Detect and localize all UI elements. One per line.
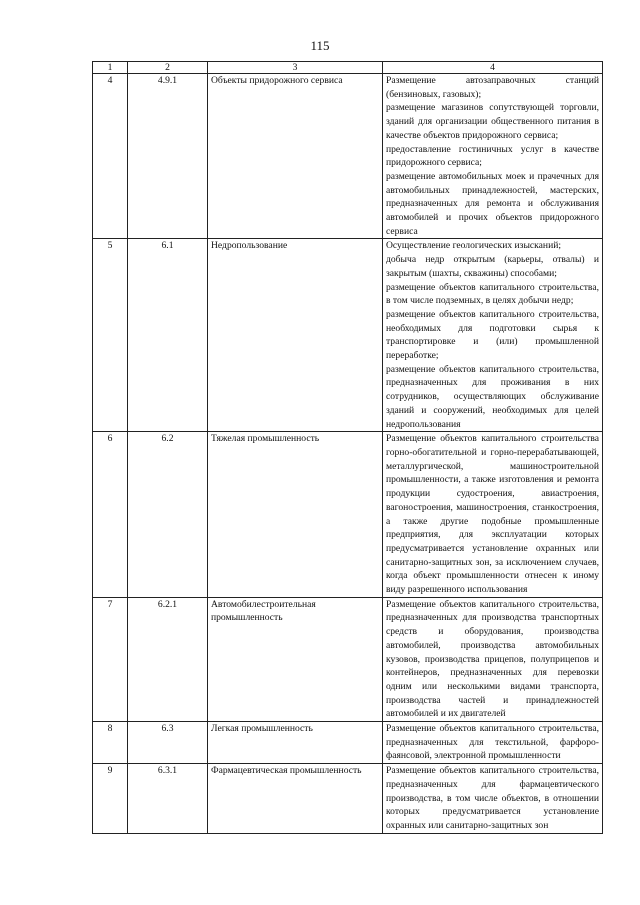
table-row bbox=[93, 432, 603, 597]
use-code-cell: 6.1 bbox=[128, 239, 208, 432]
use-name-cell: Объекты придорожного сервиса bbox=[208, 74, 383, 239]
use-code-cell: 6.3.1 bbox=[128, 764, 208, 834]
row-number-cell: 6 bbox=[93, 432, 128, 597]
use-code-cell: 6.2.1 bbox=[128, 597, 208, 721]
description-paragraph: Размещение объектов капитального строительства горно-обогатительной и горно-перерабатывающей, металлургической, машиностроительной промышленности, а также изготовления и ремонта продукции судостроения, авиастроения, вагоностроения, машиностроения, станкостроения, а также другие подобные промышленные предприятия, для эксплуатации которых предусматривается установление охранных или санитарно-защитных зон, за исключением случаев, когда объект промышленности отнесен к иному виду разрешенного использования bbox=[386, 433, 599, 596]
row-number-cell: 5 bbox=[93, 239, 128, 432]
use-code-cell: 4.9.1 bbox=[128, 74, 208, 239]
description-paragraph: предоставление гостиничных услуг в качестве придорожного сервиса; bbox=[386, 143, 599, 169]
use-description-cell bbox=[383, 597, 603, 721]
use-name-cell: Фармацевтическая промышленность bbox=[208, 764, 383, 834]
description-paragraph: добыча недр открытым (карьеры, отвалы) и закрытым (шахты, скважины) способами; bbox=[386, 254, 599, 279]
description-paragraph: размещение автомобильных моек и прачечных для автомобильных принадлежностей, мастерских, предназначенных для ремонта и обслуживания автомобилей и прочих объектов придорожного сервиса bbox=[386, 170, 599, 237]
row-number-cell: 4 bbox=[93, 74, 128, 239]
description-paragraph: Размещение объектов капитального строительства, предназначенных для производства транспортных средств и оборудования, производства автомобилей, производства автомобильных кузовов, производства прицепов, полуприцепов и контейнеров, предназначенных для перевозки одним или несколькими видами транспорта, производства частей и принадлежностей автомобилей и их двигателей bbox=[386, 598, 599, 720]
table-row bbox=[93, 597, 603, 721]
use-name-cell: Недропользование bbox=[208, 239, 383, 432]
description-paragraph: размещение объектов капитального строительства, необходимых для подготовки сырья к транспортировке и (или) промышленной переработке; bbox=[386, 308, 599, 362]
table-row bbox=[93, 764, 603, 834]
description-paragraph: Размещение объектов капитального строительства, предназначенных для текстильной, фарфоро-фаянсовой, электронной промышленности bbox=[386, 723, 599, 762]
use-name-cell: Тяжелая промышленность bbox=[208, 432, 383, 597]
use-description-cell bbox=[383, 239, 603, 432]
description-paragraph: размещение объектов капитального строительства, в том числе подземных, в целях добычи недр; bbox=[386, 281, 599, 307]
header-col-1: 1 bbox=[93, 62, 128, 74]
table-row bbox=[93, 239, 603, 432]
header-col-4: 4 bbox=[383, 62, 603, 74]
use-description-cell bbox=[383, 722, 603, 764]
table-header-row bbox=[93, 62, 603, 74]
land-use-table bbox=[92, 61, 603, 834]
table-row bbox=[93, 74, 603, 239]
description-paragraph: размещение объектов капитального строительства, предназначенных для проживания в них сотрудников, осуществляющих обслуживание зданий и сооружений, необходимых для целей недропользования bbox=[386, 363, 599, 430]
row-number-cell: 8 bbox=[93, 722, 128, 764]
use-code-cell: 6.2 bbox=[128, 432, 208, 597]
description-paragraph: Осуществление геологических изысканий; bbox=[386, 240, 561, 252]
header-col-3: 3 bbox=[208, 62, 383, 74]
table-header bbox=[93, 62, 603, 74]
use-code-cell: 6.3 bbox=[128, 722, 208, 764]
description-paragraph: Размещение объектов капитального строительства, предназначенных для фармацевтического производства, в том числе объектов, в отношении которых предусматривается установление охранных или санитарно-защитных зон bbox=[386, 765, 599, 831]
use-description-cell bbox=[383, 74, 603, 239]
description-paragraph: размещение магазинов сопутствующей торговли, зданий для организации общественного питания в качестве объектов придорожного сервиса; bbox=[386, 102, 599, 141]
page-number: 115 bbox=[310, 38, 330, 53]
row-number-cell: 7 bbox=[93, 597, 128, 721]
description-paragraph: Размещение автозаправочных станций (бензиновых, газовых); bbox=[386, 75, 599, 100]
table-row bbox=[93, 722, 603, 764]
use-name-cell: Автомобилестроительная промышленность bbox=[208, 597, 383, 721]
row-number-cell: 9 bbox=[93, 764, 128, 834]
header-col-2: 2 bbox=[128, 62, 208, 74]
use-name-cell: Легкая промышленность bbox=[208, 722, 383, 764]
table-body bbox=[93, 74, 603, 834]
use-description-cell bbox=[383, 764, 603, 834]
use-description-cell bbox=[383, 432, 603, 597]
